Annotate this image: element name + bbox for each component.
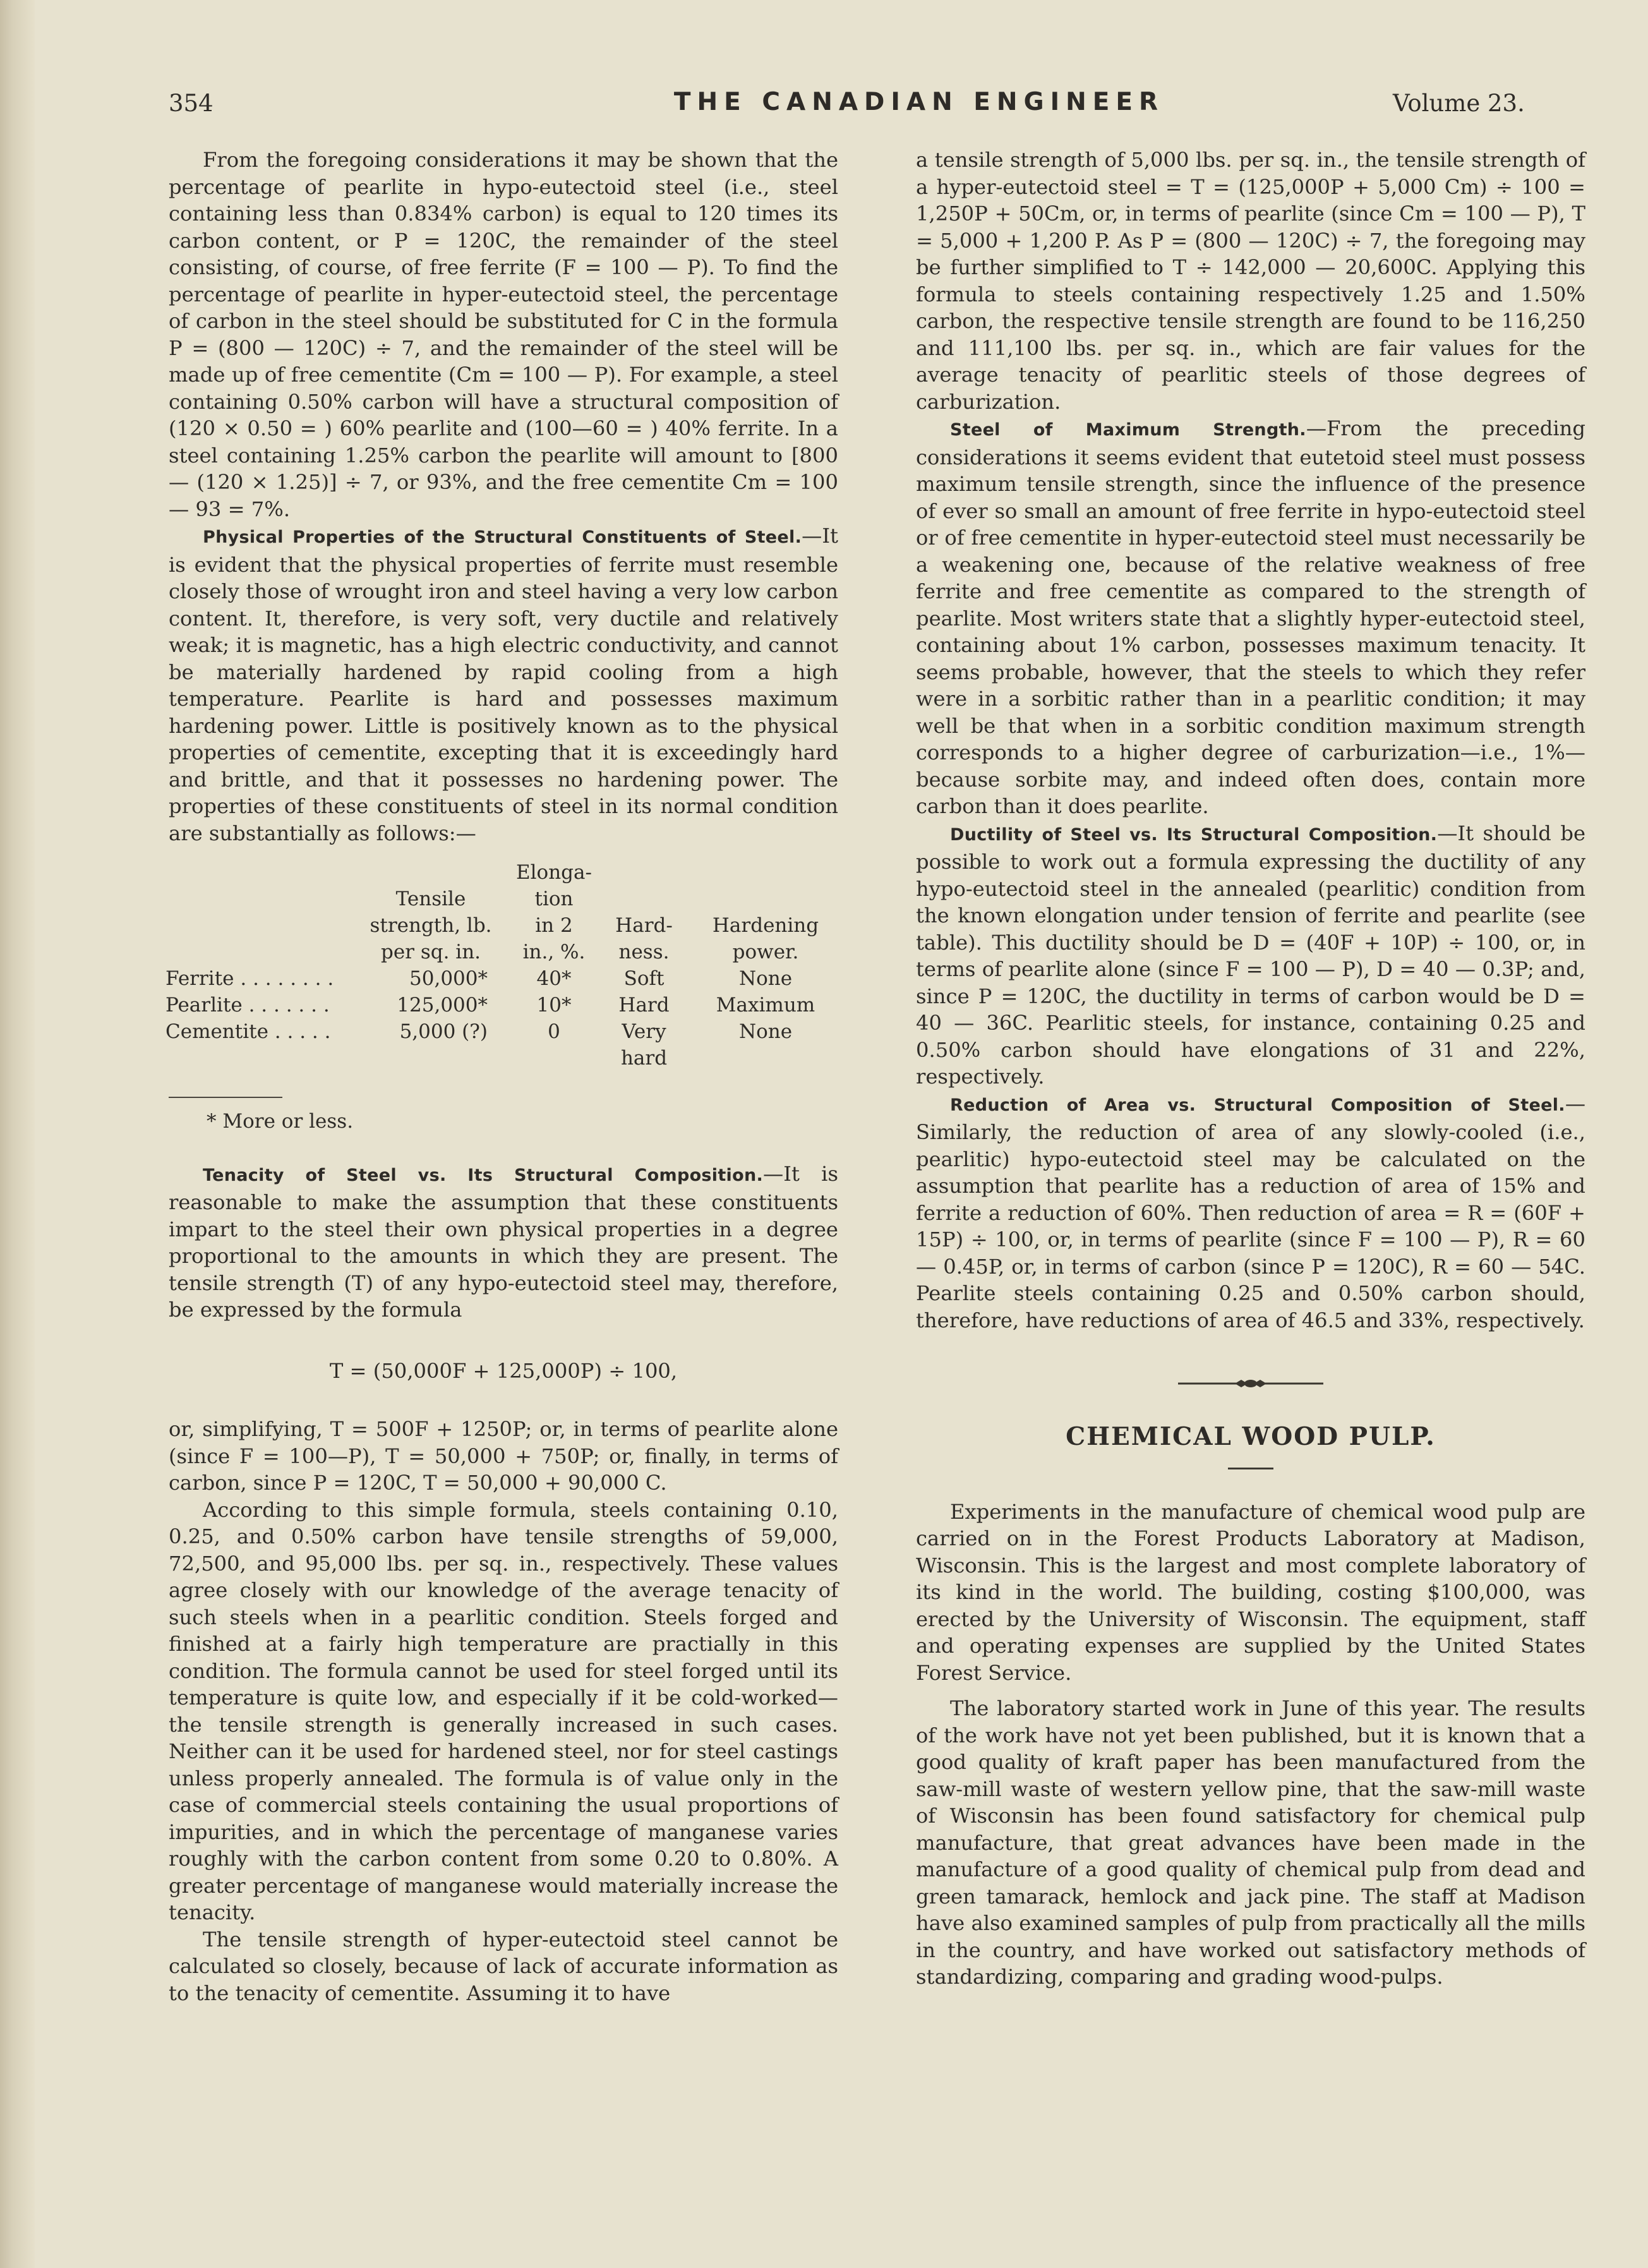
section-heading: Steel of Maximum Strength. — [950, 420, 1306, 440]
section-heading: Physical Properties of the Structural Constituents of Steel. — [203, 528, 802, 547]
section-heading: Reduction of Area vs. Structural Composition of Steel. — [950, 1095, 1565, 1115]
table-row: hard — [620, 1047, 668, 1070]
paragraph: Steel of Maximum Strength.—From the preceding considerations it seems evident that eutetoid steel must possess maximum tensile strength, since the influence of the presence of ever so small an amount of free ferrite in hypo-eutectoid steel or of free cementite in hyper-eutectoid steel must necessarily be a weakening one, because of the relative weakness of free ferrite and free cementite as compared to the strength of pearlite. Most writers state that a slightly hyper-eutectoid steel, containing about 1% carbon, possesses maximum tenacity. It seems probable, however, that the steels to which they refer were in a sorbitic rather than in a pearlitic condition; it may well be that when in a sorbitic condition maximum strength corresponds to a higher degree of carburization—i.e., 1%—because sorbite may, and indeed often does, contain more carbon than it does pearlite. — [916, 416, 1585, 818]
formula: T = (50,000F + 125,000P) ÷ 100, — [329, 1358, 678, 1383]
table-row: Ferrite . . . . . . . . 50,000* 40* Soft None — [165, 967, 793, 990]
properties-table — [165, 859, 835, 1071]
paragraph: The laboratory started work in June of this year. The results of the work have not yet been published, but it is known that a good quality of kraft paper has been manufactured from the saw-mill waste of western yellow pine, that the saw-mill waste of Wisconsin has been found satisfactory for chemical pulp manufacture, that great advances have been made in the manufacture of a good quality of chemical pulp from dead and green tamarack, hemlock and jack pine. The staff at Madison have also examined samples of pulp from practically all the mills in the country, and have worked out satisfactory methods of standardizing, comparing and grading wood-pulps. — [916, 1696, 1585, 1989]
right-column — [916, 147, 1585, 1991]
left-column — [165, 147, 838, 2006]
table-header-row: Tensile tion — [395, 888, 574, 910]
table-header-row: strength, lb. in 2 Hard- Hardening — [370, 914, 819, 937]
journal-title: THE CANADIAN ENGINEER — [673, 88, 1165, 116]
paragraph: or, simplifying, T = 500F + 1250P; or, in terms of pearlite alone (since F = 100—P), T = 50,000 + 750P; or, finally, in terms of carbon, since P = 120C, T = 50,000 + 90,000 C. — [169, 1417, 838, 1495]
footnote-rule — [169, 1097, 282, 1098]
volume-label: Volume 23. — [1393, 90, 1525, 117]
table-header-row: Elonga- — [516, 861, 592, 884]
footnote: * More or less. — [207, 1110, 354, 1133]
paragraph: Ductility of Steel vs. Its Structural Composition.—It should be possible to work out a formula expressing the ductility of any hypo-eutectoid steel in the annealed (pearlitic) condition from the known elongation under tension of ferrite and pearlite (see table). This ductility should be D = (40F + 10P) ÷ 100, or, in terms of pearlite alone (since F = 100 — P), D = 40 — 0.3P; and, since P = 120C, the ductility in terms of carbon would be D = 40 — 36C. Pearlitic steels, for instance, containing 0.25 and 0.50% carbon should have elongations of 31 and 22%, respectively. — [916, 821, 1585, 1089]
binding-edge — [0, 0, 35, 2268]
paragraph: The tensile strength of hyper-eutectoid steel cannot be calculated so closely, because of lack of accurate information as to the tenacity of cementite. Assuming it to have — [169, 1927, 838, 2005]
paragraph: Reduction of Area vs. Structural Composition of Steel.—Similarly, the reduction of area of any slowly-cooled (i.e., pearlitic) hypo-eutectoid steel may be calculated on the assumption that pearlite has a reduction of area of 15% and ferrite a reduction of 60%. Then reduction of area = R = (60F + 15P) ÷ 100, or, in terms of pearlite (since F = 100 — P), R = 60 — 0.45P, or, in terms of carbon (since P = 120C), R = 60 — 54C. Pearlite steels containing 0.25 and 0.50% carbon should, therefore, have reductions of area of 46.5 and 33%, respectively. — [916, 1091, 1585, 1332]
paragraph: Tenacity of Steel vs. Its Structural Composition.—It is reasonable to make the assumption that these constituents impart to the steel their own physical properties in a degree proportional to the amounts in which they are present. The tensile strength (T) of any hypo-eutectoid steel may, therefore, be expressed by the formula — [169, 1161, 838, 1322]
paragraph: Physical Properties of the Structural Constituents of Steel.—It is evident that the physical properties of ferrite must resemble closely those of wrought iron and steel having a very low carbon content. It, therefore, is very soft, very ductile and relatively weak; it is magnetic, has a high electric conductivity, and cannot be materially hardened by rapid cooling from a high temperature. Pearlite is hard and possesses maximum hardening power. Little is positively known as to the physical properties of cementite, excepting that it is exceedingly hard and brittle, and that it possesses no hardening power. The properties of these constituents of steel in its normal condition are substantially as follows:— — [169, 524, 838, 845]
article-title: CHEMICAL WOOD PULP. — [1066, 1421, 1436, 1451]
paragraph: Experiments in the manufacture of chemical wood pulp are carried on in the Forest Products Laboratory at Madison, Wisconsin. This is the largest and most complete laboratory of its kind in the world. The building, costing $100,000, was erected by the University of Wisconsin. The equipment, staff and operating expenses are supplied by the United States Forest Service. — [916, 1499, 1585, 1685]
title-rule — [1228, 1468, 1273, 1469]
paragraph: a tensile strength of 5,000 lbs. per sq. in., the tensile strength of a hyper-eutectoid steel = T = (125,000P + 5,000 Cm) ÷ 100 = 1,250P + 50Cm, or, in terms of pearlite (since Cm = 100 — P), T = 5,000 + 1,200 P. As P = (800 — 120C) ÷ 7, the foregoing may be further simplified to T ÷ 142,000 — 20,600C. Applying this formula to steels containing respectively 1.25 and 1.50% carbon, the respective tensile strength are found to be 116,250 and 111,100 lbs. per sq. in., which are fair values for the average tenacity of pearlitic steels of those degrees of carburization. — [916, 148, 1585, 414]
paragraph: According to this simple formula, steels containing 0.10, 0.25, and 0.50% carbon have tensile strengths of 59,000, 72,500, and 95,000 lbs. per sq. in., respectively. These values agree closely with our knowledge of the average tenacity of such steels when in a pearlitic condition. Steels forged and finished at a fairly high temperature are practially in this condition. The formula cannot be used for steel forged until its temperature is quite low, and especially if it be cold-worked—the tensile strength is generally increased in such cases. Neither can it be used for hardened steel, nor for steel castings unless properly annealed. The formula is of value only in the case of commercial steels containing the usual proportions of impurities, and in which the percentage of manganese varies roughly with the carbon content from some 0.20 to 0.80%. A greater percentage of manganese would materially increase the tenacity. — [169, 1497, 838, 1924]
table-row: Cementite . . . . . 5,000 (?) 0 Very None — [165, 1020, 793, 1043]
section-heading: Tenacity of Steel vs. Its Structural Composition. — [203, 1165, 764, 1185]
table-header-row: per sq. in. in., %. ness. power. — [380, 941, 799, 963]
table-row: Pearlite . . . . . . . 125,000* 10* Hard Maximum — [165, 994, 815, 1016]
paragraph: From the foregoing considerations it may be shown that the percentage of pearlite in hypo-eutectoid steel (i.e., steel containing less than 0.834% carbon) is equal to 120 times its carbon content, or P = 120C, the remainder of the steel consisting, of course, of free ferrite (F = 100 — P). To find the percentage of pearlite in hyper-eutectoid steel, the percentage of carbon in the steel should be substituted for C in the formula P = (800 — 120C) ÷ 7, and the remainder of the steel will be made up of free cementite (Cm = 100 — P). For example, a steel containing 0.50% carbon will have a structural composition of (120 × 0.50 = ) 60% pearlite and (100—60 = ) 40% ferrite. In a steel containing 1.25% carbon the pearlite will amount to [800 — (120 × 1.25)] ÷ 7, or 93%, and the free cementite Cm = 100 — 93 = 7%. — [169, 148, 838, 521]
ornament-divider — [916, 1368, 1585, 1396]
ornament-icon — [1178, 1378, 1323, 1389]
section-heading: Ductility of Steel vs. Its Structural Composition. — [950, 824, 1438, 845]
journal-page — [35, 0, 1648, 2268]
page-number: 354 — [169, 90, 214, 117]
